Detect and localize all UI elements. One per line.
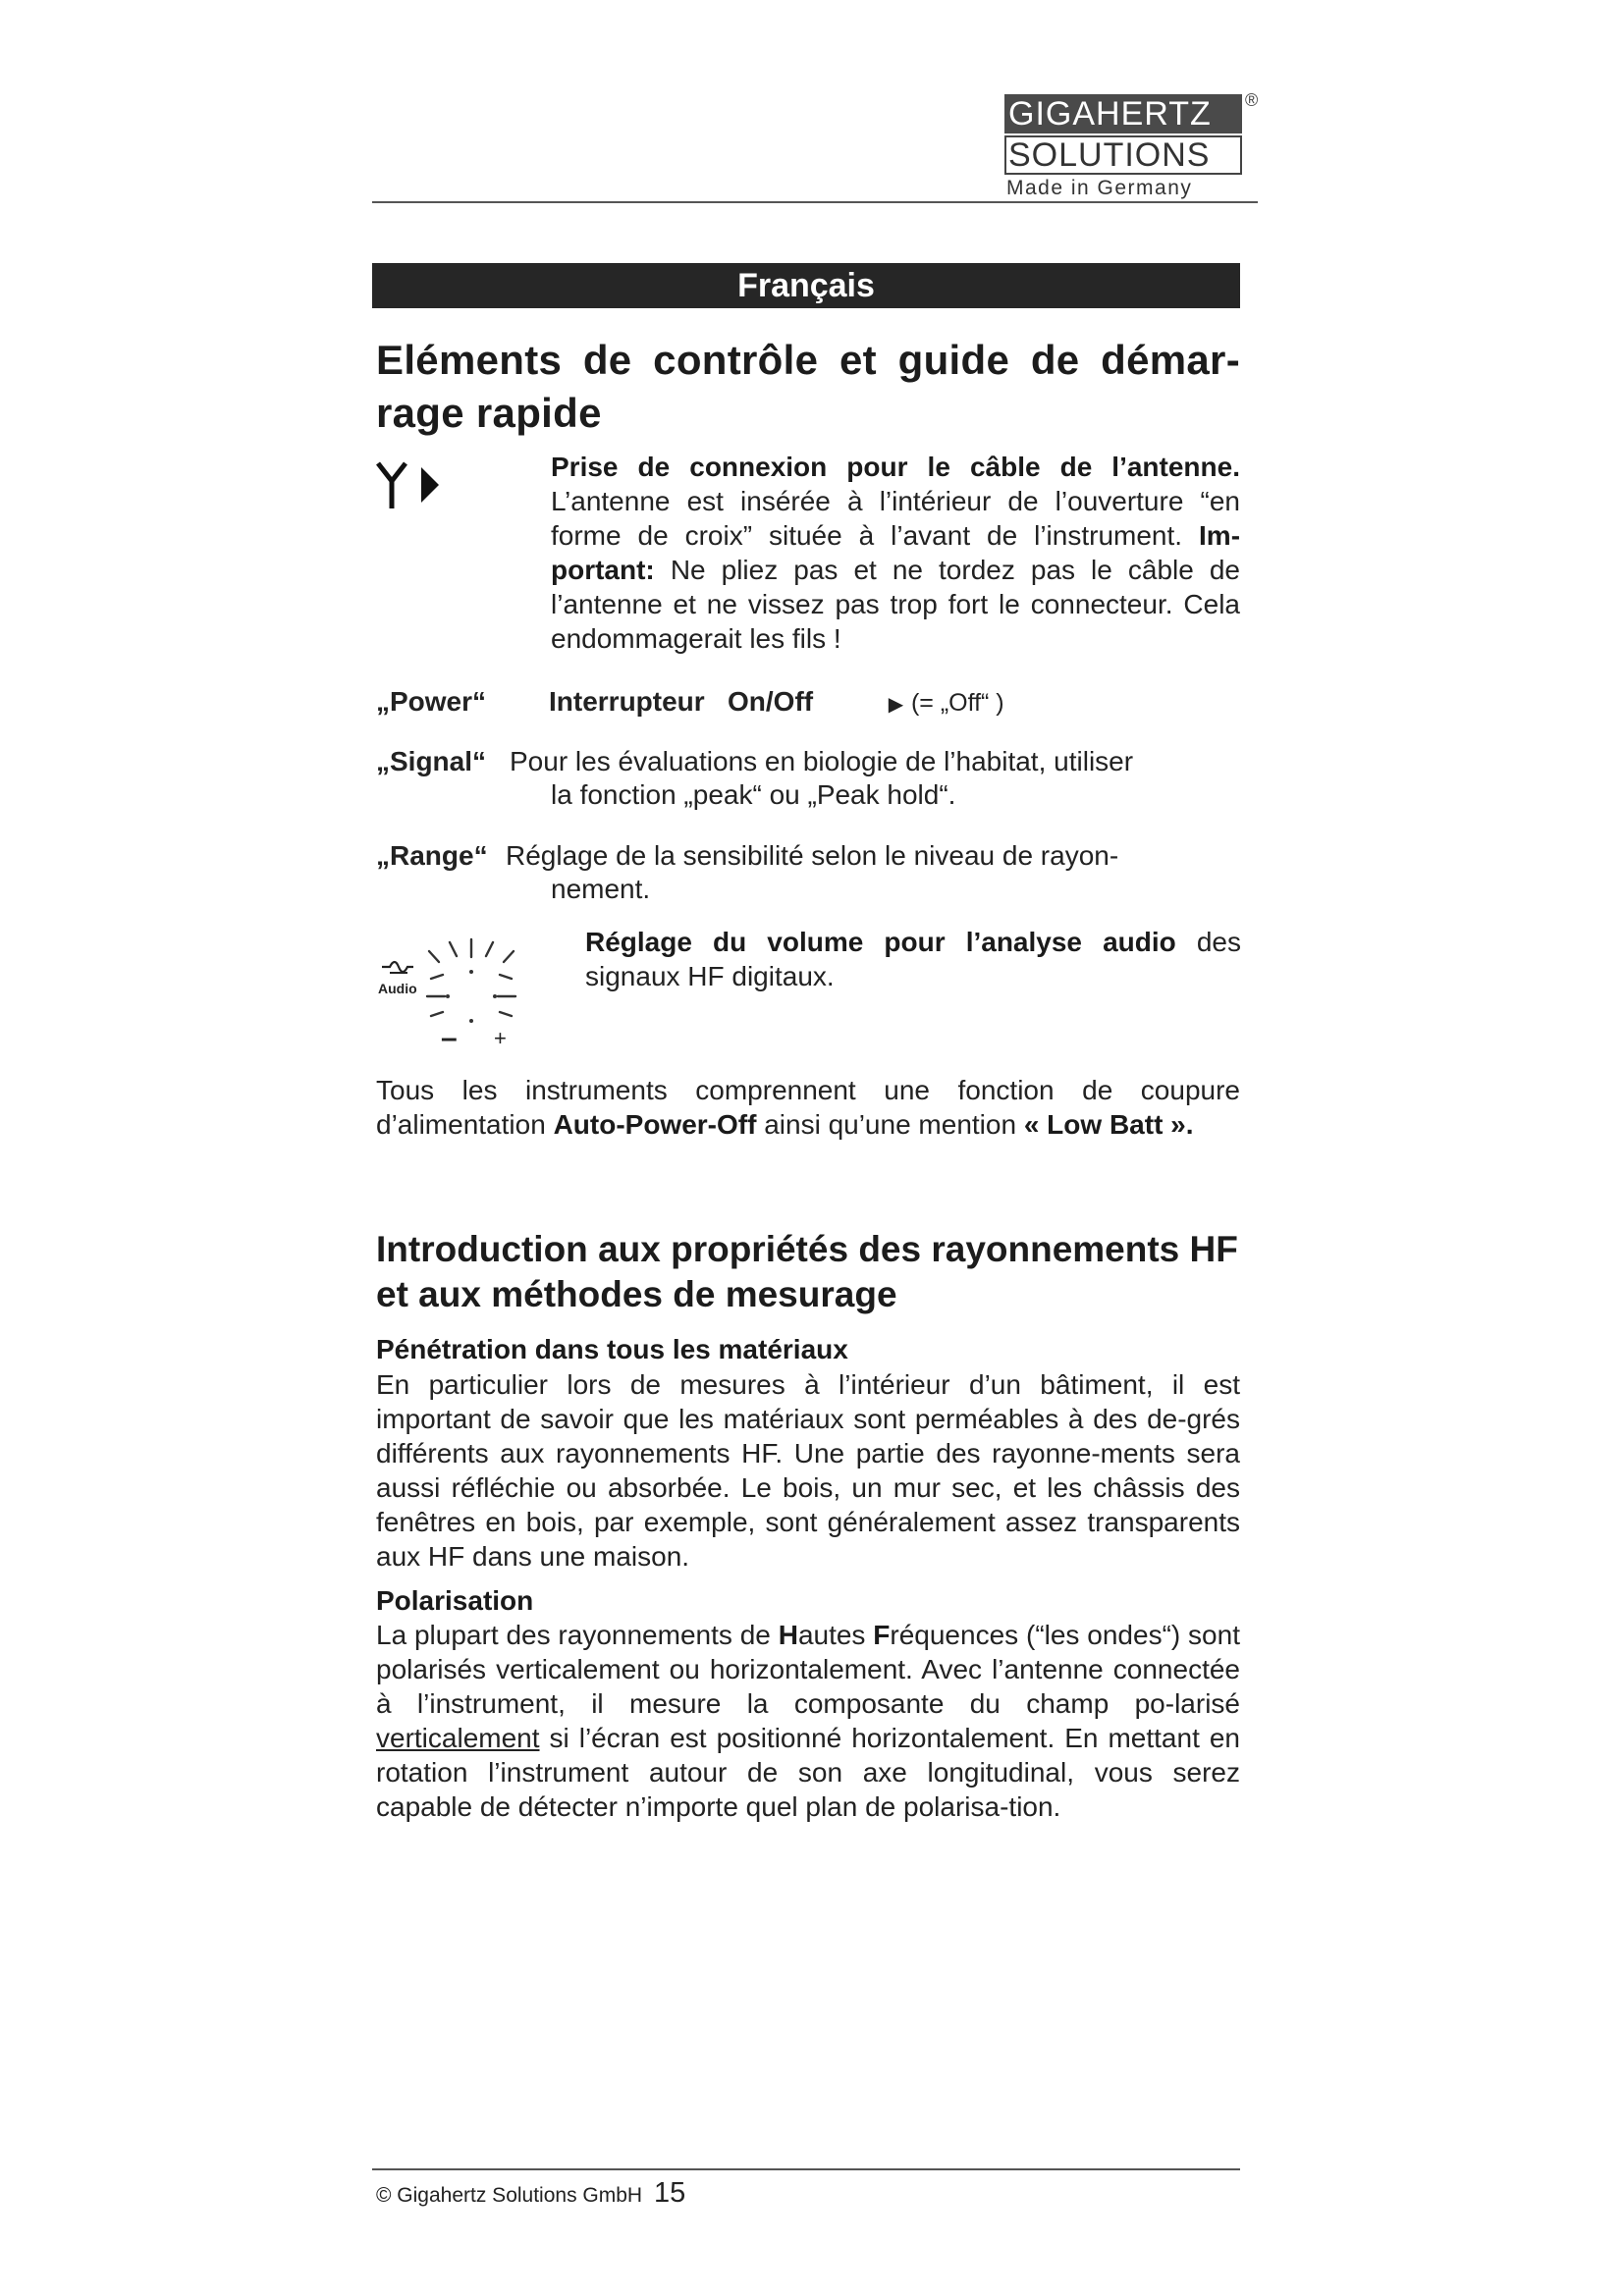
audio-heading: Réglage du volume pour l’analyse audio [585, 927, 1176, 957]
registered-mark: ® [1245, 90, 1259, 110]
footer-divider [372, 2168, 1240, 2170]
antenna-connector-icon [376, 459, 455, 510]
range-line-1: Réglage de la sensibilité selon le niveau de rayon- [506, 840, 1119, 871]
letter-f: F [873, 1620, 891, 1650]
auto-power-text-1: Tous les instruments comprennent une fonction de coupure d’alimentation [376, 1075, 1240, 1140]
signal-label: „Signal“ [376, 746, 487, 776]
important-text: Ne pliez pas et ne tordez pas le câble de l’antenne et ne vissez pas trop fort le connecteur. Cela endommagerait les fils ! [551, 555, 1241, 654]
penetration-paragraph: En particulier lors de mesures à l’intérieur d’un bâtiment, il est important de savoir que les matériaux sont perméables à des de-grés différents aux rayonnements HF. Une partie des rayonne-ments sera aussi réfléchie ou absorbée. Le bois, un mur sec, et les châssis des fenêtres en bois, par exemple, sont généralement assez transparents aux HF dans une maison. [376, 1369, 1240, 1572]
signal-line-2: la fonction „peak“ ou „Peak hold“. [551, 779, 956, 810]
polarisation-text-3: réquences (“les ondes“) sont polarisés verticalement ou horizontalement. Avec l’antenne connectée à l’instrument, il mesure la composante du champ po-larisé [376, 1620, 1240, 1719]
page-number: 15 [653, 2177, 686, 2209]
signal-line-1: Pour les évaluations en biologie de l’habitat, utiliser [510, 746, 1134, 776]
power-note [774, 684, 1004, 722]
logo-line-1: GIGAHERTZ [1004, 94, 1242, 133]
range-label: „Range“ [376, 840, 488, 871]
vertical-underlined: verticalement [376, 1723, 540, 1753]
audio-paragraph [585, 925, 1241, 993]
brand-logo [1004, 90, 1265, 200]
range-line-2: nement. [551, 874, 651, 904]
power-label: „Power“ [376, 686, 487, 717]
audio-icon-label: Audio [378, 981, 417, 996]
volume-minus: – [441, 1022, 458, 1054]
antenna-paragraph [551, 450, 1240, 656]
header-divider [372, 201, 1258, 203]
power-text: Interrupteur On/Off [549, 686, 814, 717]
auto-power-text-2: ainsi qu’une mention [764, 1109, 1017, 1140]
important-label: Im-portant: [551, 520, 1241, 585]
page-footer [376, 2177, 685, 2210]
antenna-heading: Prise de connexion pour le câble de l’antenne. [551, 452, 1240, 482]
polarisation-heading: Polarisation [376, 1585, 534, 1616]
audio-text: des signaux HF digitaux. [585, 927, 1241, 991]
page-title: Eléments de contrôle et guide de démar-rage rapide [376, 337, 1240, 436]
polarisation-text-1: La plupart des rayonnements de [376, 1620, 779, 1650]
polarisation-text-4: si l’écran est positionné horizontalement. En mettant en rotation l’instrument autour de son axe longitudinal, vous serez capable de détecter n’importe quel plan de polarisa-tion. [376, 1723, 1240, 1822]
logo-line-2: SOLUTIONS [1004, 135, 1242, 175]
low-batt-term: « Low Batt ». [1023, 1109, 1194, 1140]
power-note-text: (= „Off“ ) [910, 689, 1004, 717]
polarisation-text-2: autes [797, 1620, 874, 1650]
volume-plus: + [494, 1026, 507, 1050]
auto-power-off-term: Auto-Power-Off [553, 1109, 757, 1140]
copyright: © Gigahertz Solutions GmbH [376, 2184, 643, 2207]
play-arrow-icon: ▶ [888, 694, 904, 716]
language-banner: Français [372, 263, 1240, 308]
audio-volume-knob-icon [368, 918, 574, 1055]
section-heading-hf: Introduction aux propriétés des rayonnements HF et aux méthodes de mesurage [376, 1229, 1238, 1314]
penetration-heading: Pénétration dans tous les matériaux [376, 1334, 848, 1364]
letter-h: H [778, 1620, 798, 1650]
logo-tagline: Made in Germany [1006, 177, 1193, 199]
auto-power-paragraph [376, 1073, 1240, 1142]
polarisation-paragraph [376, 1618, 1240, 1824]
antenna-body: L’antenne est insérée à l’intérieur de l’ouverture “en forme de croix” située à l’avant de l’instrument. [551, 486, 1240, 551]
